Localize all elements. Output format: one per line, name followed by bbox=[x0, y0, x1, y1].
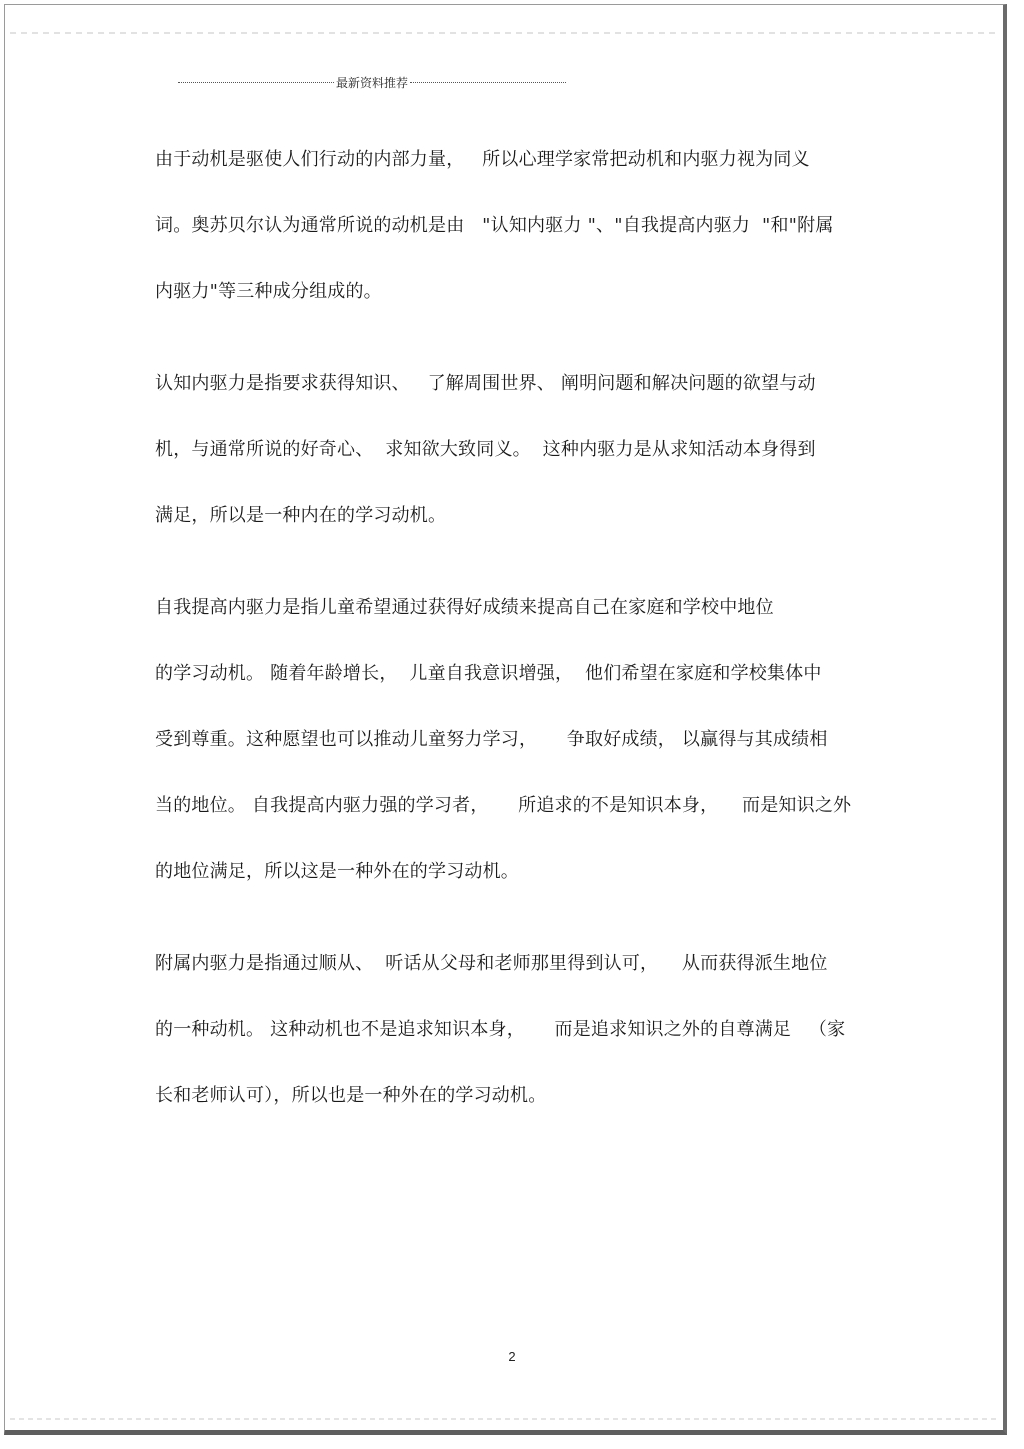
paragraph-3-line-2: 的学习动机。 随着年龄增长， 儿童自我意识增强， 他们希望在家庭和学校集体中 bbox=[155, 663, 822, 684]
document-body bbox=[155, 144, 870, 1112]
paragraph-4-line-3: 长和老师认可），所以也是一种外在的学习动机。 bbox=[155, 1085, 547, 1106]
paragraph-2-line-3: 满足，所以是一种内在的学习动机。 bbox=[155, 505, 447, 526]
paragraph-2-line-1: 认知内驱力是指要求获得知识、 了解周围世界、 阐明问题和解决问题的欲望与动 bbox=[155, 373, 816, 394]
paragraph-4-line-1: 附属内驱力是指通过顺从、 听话从父母和老师那里得到认可， 从而获得派生地位 bbox=[155, 953, 828, 974]
paragraph-3-line-4: 当的地位。 自我提高内驱力强的学习者， 所追求的不是知识本身， 而是知识之外 bbox=[155, 795, 852, 816]
header-title: 最新资料推荐 bbox=[336, 75, 409, 90]
scan-artifact-bottom bbox=[10, 1418, 1000, 1420]
paragraph-3-line-5: 的地位满足，所以这是一种外在的学习动机。 bbox=[155, 861, 519, 882]
paragraph-3-line-1: 自我提高内驱力是指儿童希望通过获得好成绩来提高自己在家庭和学校中地位 bbox=[155, 597, 774, 618]
header-rule-left bbox=[178, 82, 334, 83]
paragraph-1-line-2: 词。奥苏贝尔认为通常所说的动机是由 "认知内驱力 "、"自我提高内驱力 "和"附属 bbox=[155, 215, 834, 236]
scan-artifact-top bbox=[10, 32, 1000, 34]
page-number: 2 bbox=[508, 1349, 516, 1364]
paragraph-1-line-3: 内驱力"等三种成分组成的。 bbox=[155, 281, 382, 302]
paragraph-1-line-1: 由于动机是驱使人们行动的内部力量， 所以心理学家常把动机和内驱力视为同义 bbox=[155, 149, 810, 170]
paragraph-3-line-3: 受到尊重。这种愿望也可以推动儿童努力学习， 争取好成绩， 以赢得与其成绩相 bbox=[155, 729, 828, 750]
paragraph-4-line-2: 的一种动机。 这种动机也不是追求知识本身， 而是追求知识之外的自尊满足 （家 bbox=[155, 1019, 846, 1040]
page-header bbox=[178, 74, 566, 90]
header-rule-right bbox=[410, 82, 566, 83]
paragraph-2-line-2: 机，与通常所说的好奇心、 求知欲大致同义。 这种内驱力是从求知活动本身得到 bbox=[155, 439, 816, 460]
